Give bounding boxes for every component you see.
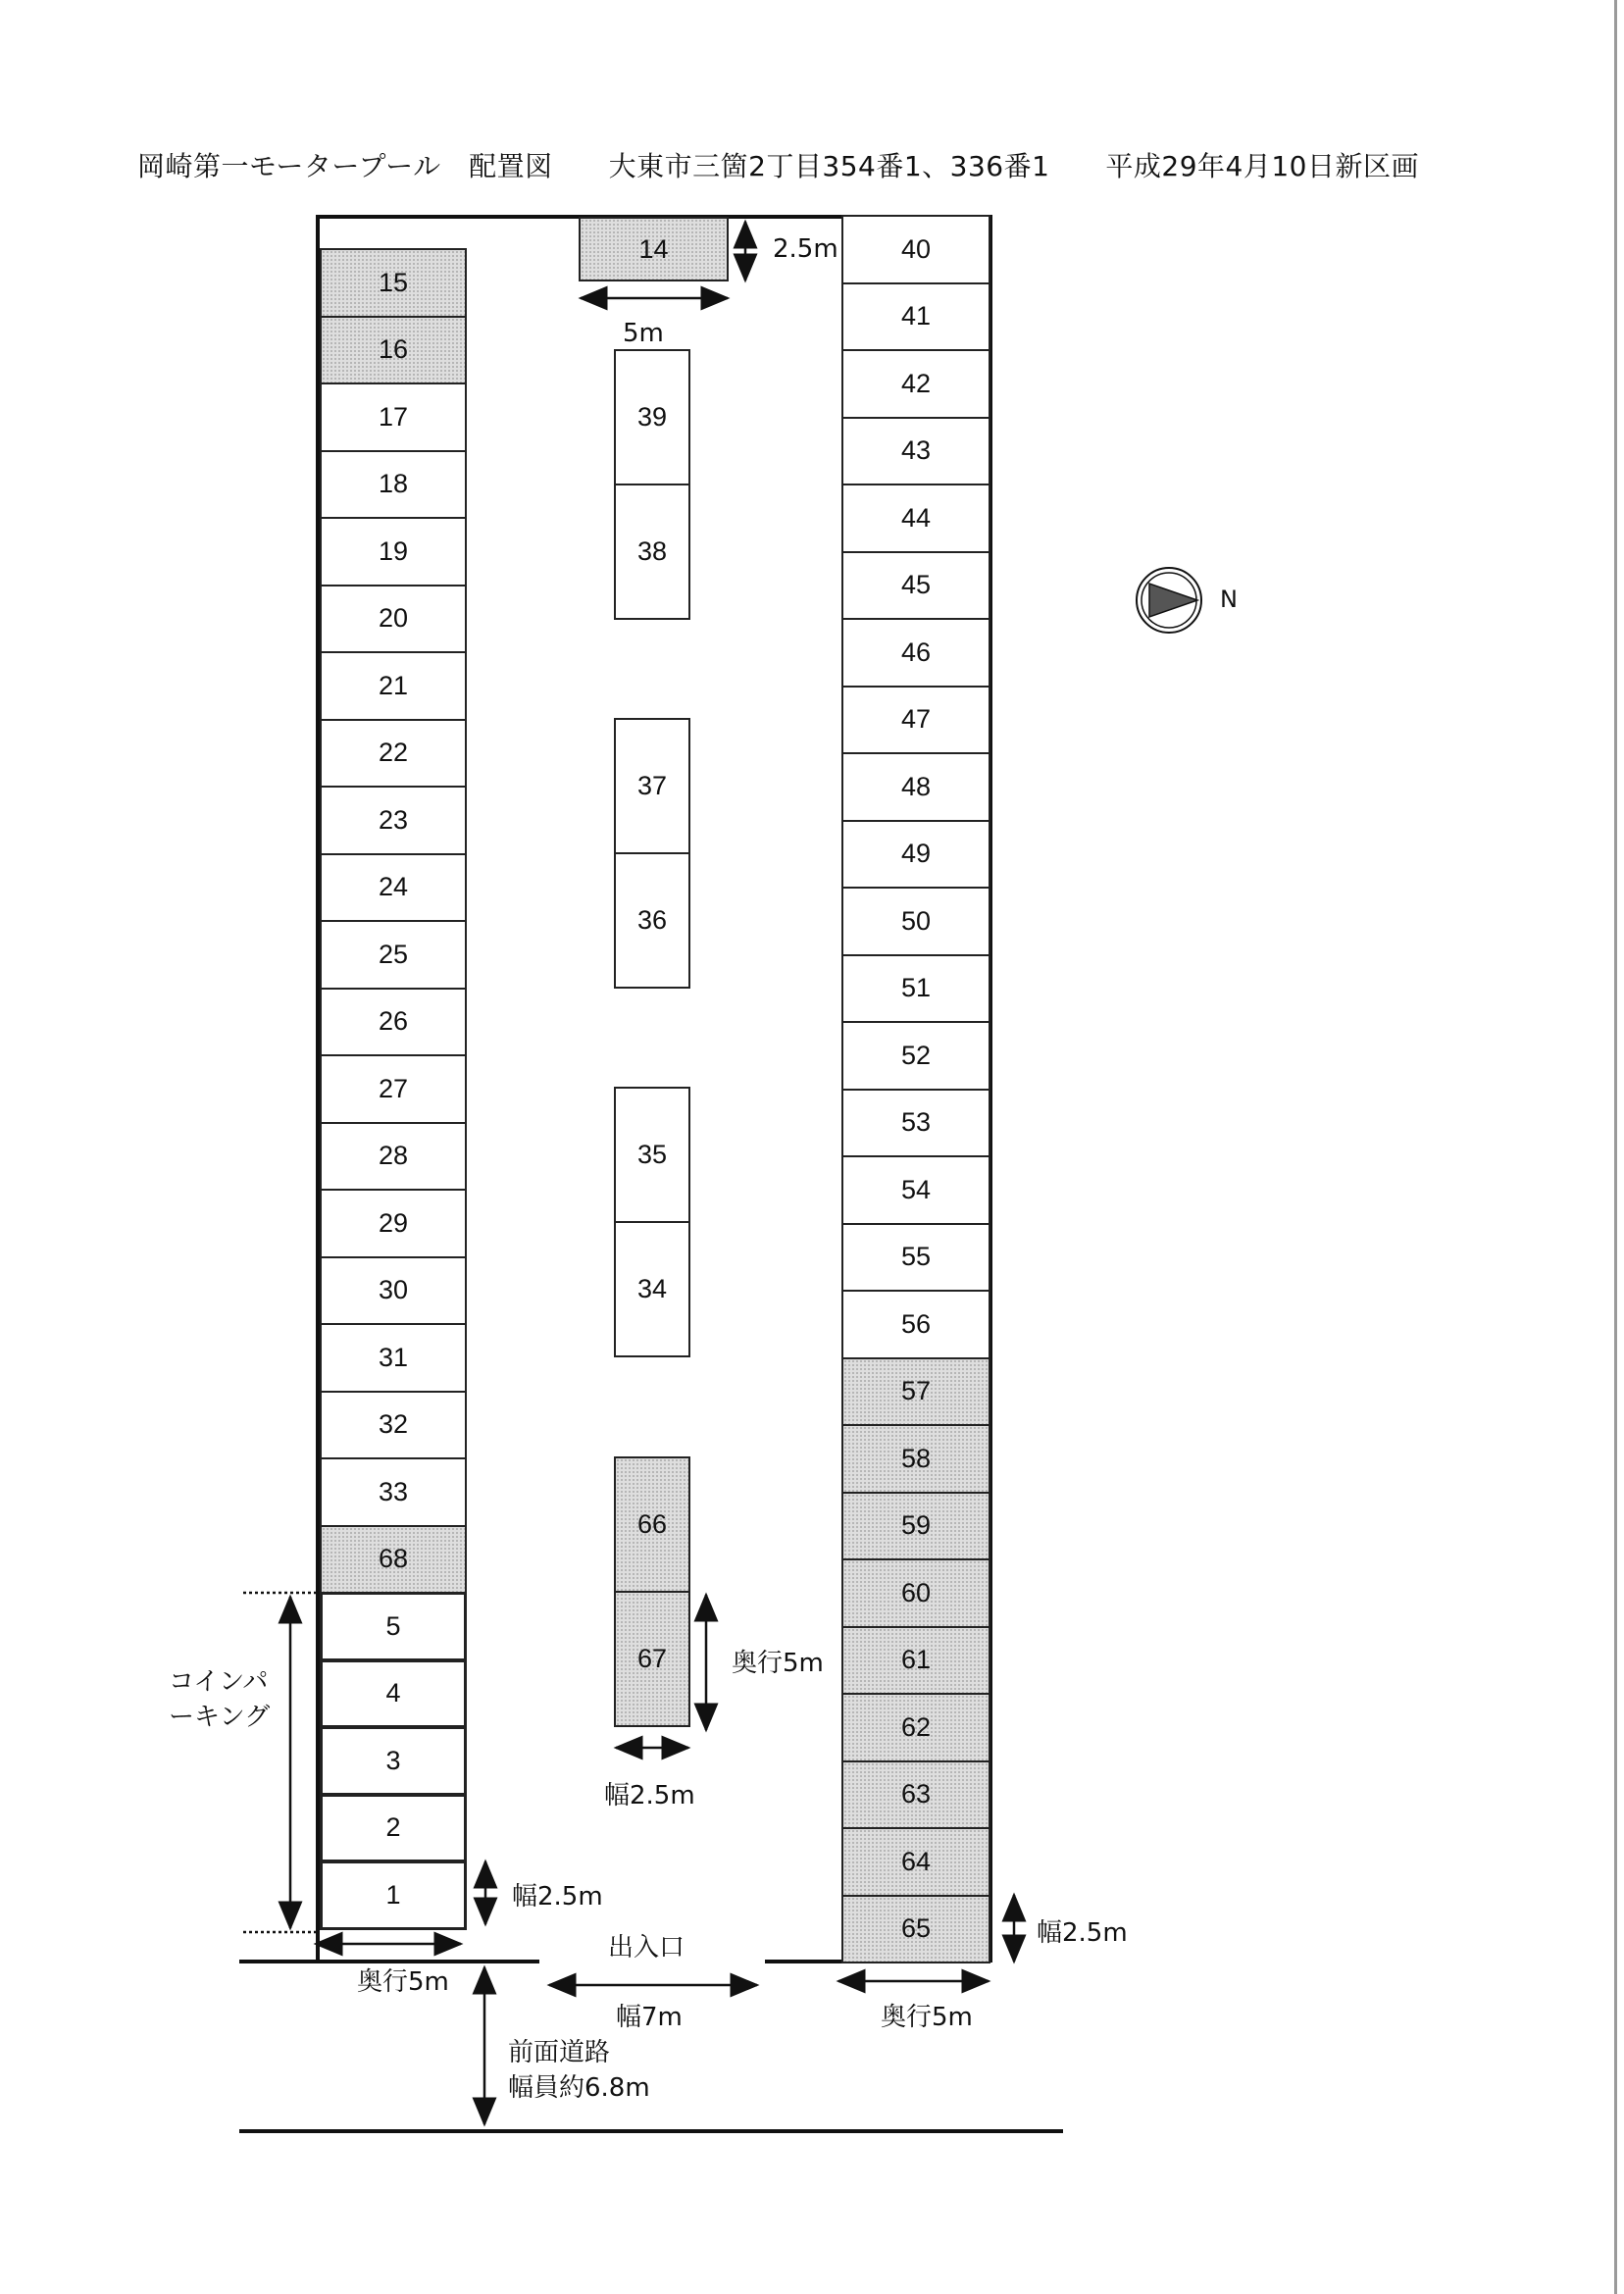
parking-slot-64: 64 [841, 1827, 990, 1897]
parking-slot-48: 48 [841, 752, 990, 822]
entrance-width-label: 幅7m [616, 2003, 683, 2032]
parking-slot-16: 16 [320, 316, 467, 385]
parking-slot-61: 61 [841, 1626, 990, 1696]
parking-slot-31: 31 [320, 1323, 467, 1393]
parking-slot-39: 39 [614, 349, 690, 485]
parking-slot-26: 26 [320, 988, 467, 1057]
parking-slot-66: 66 [614, 1456, 690, 1593]
parking-slot-37: 37 [614, 718, 690, 854]
right-depth-label: 奥行5m [881, 2003, 973, 2032]
mid-depth-label: 奥行5m [732, 1649, 824, 1678]
page-title: 岡崎第一モータープール 配置図 大東市三箇2丁目354番1、336番1 平成29年4月10日新区画 [137, 150, 1419, 182]
parking-slot-59: 59 [841, 1492, 990, 1561]
parking-slot-38: 38 [614, 484, 690, 620]
parking-slot-14: 14 [579, 217, 729, 281]
parking-slot-1: 1 [320, 1861, 467, 1930]
coin-parking-label-2: ーキング [169, 1703, 271, 1732]
parking-slot-67: 67 [614, 1591, 690, 1727]
parking-slot-33: 33 [320, 1457, 467, 1527]
entrance-label: 出入口 [608, 1933, 685, 1963]
parking-slot-36: 36 [614, 852, 690, 989]
parking-slot-32: 32 [320, 1391, 467, 1460]
parking-slot-35: 35 [614, 1087, 690, 1223]
coin-parking-label-1: コインパ [169, 1667, 269, 1697]
road-label-1: 前面道路 [508, 2038, 611, 2067]
parking-slot-18: 18 [320, 450, 467, 520]
parking-slot-4: 4 [320, 1659, 467, 1729]
parking-slot-5: 5 [320, 1592, 467, 1661]
parking-slot-22: 22 [320, 719, 467, 789]
parking-slot-30: 30 [320, 1256, 467, 1326]
parking-slot-44: 44 [841, 484, 990, 553]
parking-slot-20: 20 [320, 585, 467, 654]
parking-slot-43: 43 [841, 417, 990, 486]
left-depth-label: 奥行5m [357, 1967, 449, 1997]
parking-slot-17: 17 [320, 382, 467, 452]
parking-slot-55: 55 [841, 1223, 990, 1293]
parking-slot-58: 58 [841, 1424, 990, 1494]
parking-slot-65: 65 [841, 1895, 990, 1964]
parking-slot-34: 34 [614, 1221, 690, 1357]
parking-slot-41: 41 [841, 282, 990, 352]
parking-slot-19: 19 [320, 517, 467, 586]
parking-slot-25: 25 [320, 920, 467, 990]
parking-slot-46: 46 [841, 618, 990, 688]
top-depth-label: 2.5m [773, 234, 838, 264]
parking-slot-57: 57 [841, 1357, 990, 1427]
parking-slot-68: 68 [320, 1525, 467, 1595]
parking-slot-47: 47 [841, 686, 990, 755]
parking-slot-24: 24 [320, 853, 467, 923]
parking-slot-52: 52 [841, 1021, 990, 1091]
parking-slot-45: 45 [841, 551, 990, 621]
parking-slot-63: 63 [841, 1760, 990, 1830]
compass-label: N [1220, 586, 1238, 613]
parking-slot-53: 53 [841, 1089, 990, 1158]
parking-slot-23: 23 [320, 786, 467, 855]
parking-slot-60: 60 [841, 1558, 990, 1628]
parking-slot-51: 51 [841, 954, 990, 1024]
parking-slot-42: 42 [841, 349, 990, 419]
parking-slot-27: 27 [320, 1054, 467, 1124]
parking-slot-15: 15 [320, 248, 467, 318]
parking-slot-49: 49 [841, 820, 990, 890]
parking-slot-28: 28 [320, 1122, 467, 1192]
mid-width-label: 幅2.5m [604, 1781, 695, 1810]
parking-slot-21: 21 [320, 651, 467, 721]
left-width-label: 幅2.5m [512, 1882, 603, 1912]
parking-slot-54: 54 [841, 1155, 990, 1225]
parking-slot-29: 29 [320, 1189, 467, 1258]
top-width-label: 5m [623, 319, 664, 348]
parking-slot-50: 50 [841, 887, 990, 956]
parking-slot-40: 40 [841, 215, 990, 284]
road-label-2: 幅員約6.8m [508, 2073, 650, 2103]
parking-slot-56: 56 [841, 1290, 990, 1359]
right-width-label: 幅2.5m [1037, 1918, 1128, 1948]
parking-slot-62: 62 [841, 1693, 990, 1762]
parking-slot-3: 3 [320, 1726, 467, 1796]
parking-slot-2: 2 [320, 1794, 467, 1863]
